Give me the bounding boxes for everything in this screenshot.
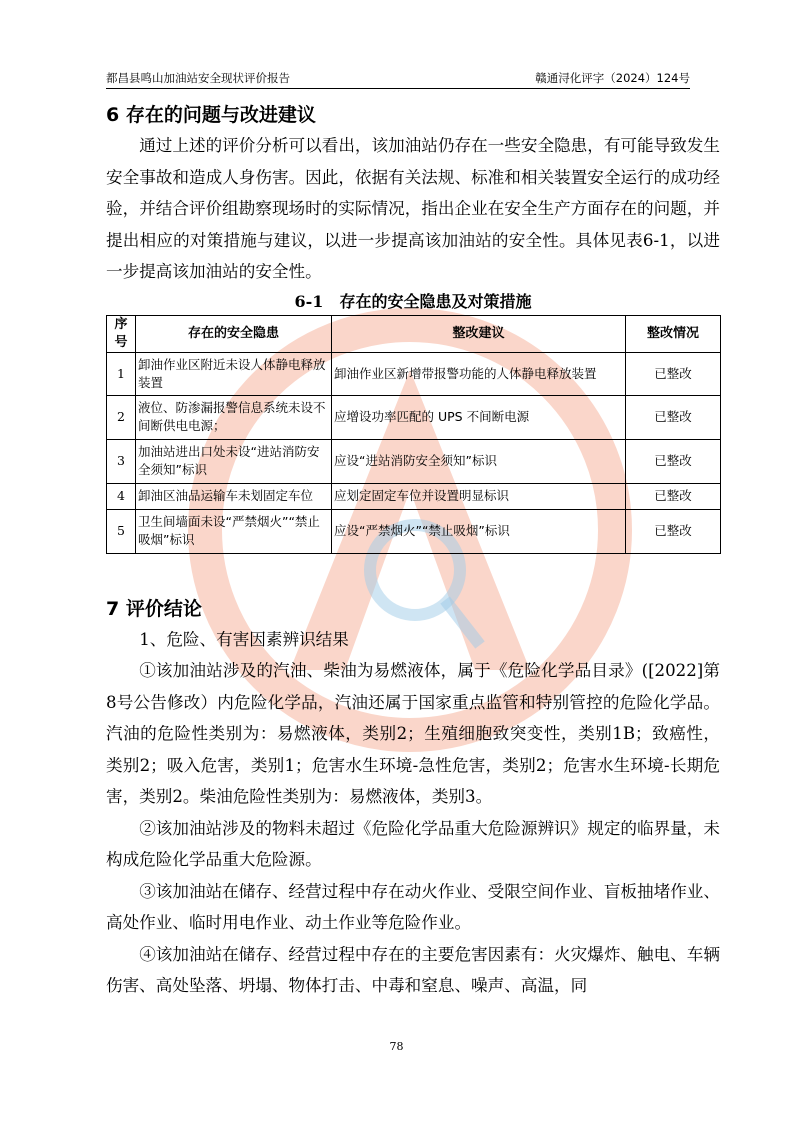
table-row bbox=[107, 439, 721, 483]
hazard-cell: 卸油区油品运输车未划固定车位 bbox=[136, 483, 332, 509]
col-header-status: 整改情况 bbox=[626, 315, 721, 352]
table-row bbox=[107, 395, 721, 439]
suggestion-cell: 应设“严禁烟火”“禁止吸烟”标识 bbox=[332, 509, 626, 553]
conclusion-item: ④该加油站在储存、经营过程中存在的主要危害因素有：火灾爆炸、触电、车辆伤害、高处坠落、坍塌、物体打击、中毒和窒息、噪声、高温，同 bbox=[106, 944, 720, 995]
suggestion-cell: 卸油作业区新增带报警功能的人体静电释放装置 bbox=[332, 352, 626, 395]
row-number: 4 bbox=[107, 483, 136, 509]
status-cell: 已整改 bbox=[626, 395, 721, 439]
page-content bbox=[106, 100, 720, 1002]
hazard-cell: 卫生间墙面未设“严禁烟火”“禁止吸烟”标识 bbox=[136, 509, 332, 553]
section-6-heading: 6 存在的问题与改进建议 bbox=[106, 104, 316, 126]
section-7-subheading: 1、危险、有害因素辨识结果 bbox=[139, 629, 349, 649]
table-row bbox=[107, 509, 721, 553]
section-7-heading: 7 评价结论 bbox=[106, 597, 202, 620]
conclusion-item: ③该加油站在储存、经营过程中存在动火作业、受限空间作业、盲板抽堵作业、高处作业、临时用电作业、动土作业等危险作业。 bbox=[106, 881, 720, 932]
status-cell: 已整改 bbox=[626, 439, 721, 483]
col-header-suggestion: 整改建议 bbox=[332, 315, 626, 352]
suggestion-cell: 应划定固定车位并设置明显标识 bbox=[332, 483, 626, 509]
conclusion-item: ②该加油站涉及的物料未超过《危险化学品重大危险源辨识》规定的临界量，未构成危险化学品重大危险源。 bbox=[106, 818, 720, 869]
page-number: 78 bbox=[389, 1040, 404, 1053]
hazard-cell: 液位、防渗漏报警信息系统未设不间断供电电源； bbox=[136, 395, 332, 439]
page-header bbox=[106, 68, 690, 89]
col-header-no: 序号 bbox=[107, 315, 136, 352]
table-row bbox=[107, 352, 721, 395]
suggestion-cell: 应增设功率匹配的 UPS 不间断电源 bbox=[332, 395, 626, 439]
table-header-row bbox=[107, 315, 721, 352]
header-report-title: 都昌县鸣山加油站安全现状评价报告 bbox=[106, 71, 290, 85]
header-report-number: 赣通浔化评字（2024）124号 bbox=[535, 71, 690, 85]
suggestion-cell: 应设“进站消防安全须知”标识 bbox=[332, 439, 626, 483]
hazard-measures-table bbox=[106, 315, 721, 554]
table-caption: 6-1 存在的安全隐患及对策措施 bbox=[294, 291, 532, 311]
row-number: 1 bbox=[107, 352, 136, 395]
col-header-hazard: 存在的安全隐患 bbox=[136, 315, 332, 352]
table-row bbox=[107, 483, 721, 509]
row-number: 5 bbox=[107, 509, 136, 553]
hazard-cell: 加油站进出口处未设“进站消防安全须知”标识 bbox=[136, 439, 332, 483]
status-cell: 已整改 bbox=[626, 509, 721, 553]
conclusion-item: ①该加油站涉及的汽油、柴油为易燃液体，属于《危险化学品目录》([2022]第8号公告修改）内危险化学品，汽油还属于国家重点监管和特别管控的危险化学品。汽油的危险性类别为：易燃液体，类别2；生殖细胞致突变性，类别1B；致癌性，类别2；吸入危害，类别1；危害水生环境-急性危害，类别2；危害水生环境-长期危害，类别2。柴油危险性类别为：易燃液体，类别3。 bbox=[106, 661, 720, 806]
row-number: 2 bbox=[107, 395, 136, 439]
status-cell: 已整改 bbox=[626, 483, 721, 509]
section-6-paragraph: 通过上述的评价分析可以看出，该加油站仍存在一些安全隐患，有可能导致发生安全事故和造成人身伤害。因此，依据有关法规、标准和相关装置安全运行的成功经验，并结合评价组勘察现场时的实际情况，指出企业在安全生产方面存在的问题，并提出相应的对策措施与建议，以进一步提高该加油站的安全性。具体见表6-1，以进一步提高该加油站的安全性。 bbox=[106, 136, 720, 281]
row-number: 3 bbox=[107, 439, 136, 483]
hazard-cell: 卸油作业区附近未设人体静电释放装置 bbox=[136, 352, 332, 395]
status-cell: 已整改 bbox=[626, 352, 721, 395]
